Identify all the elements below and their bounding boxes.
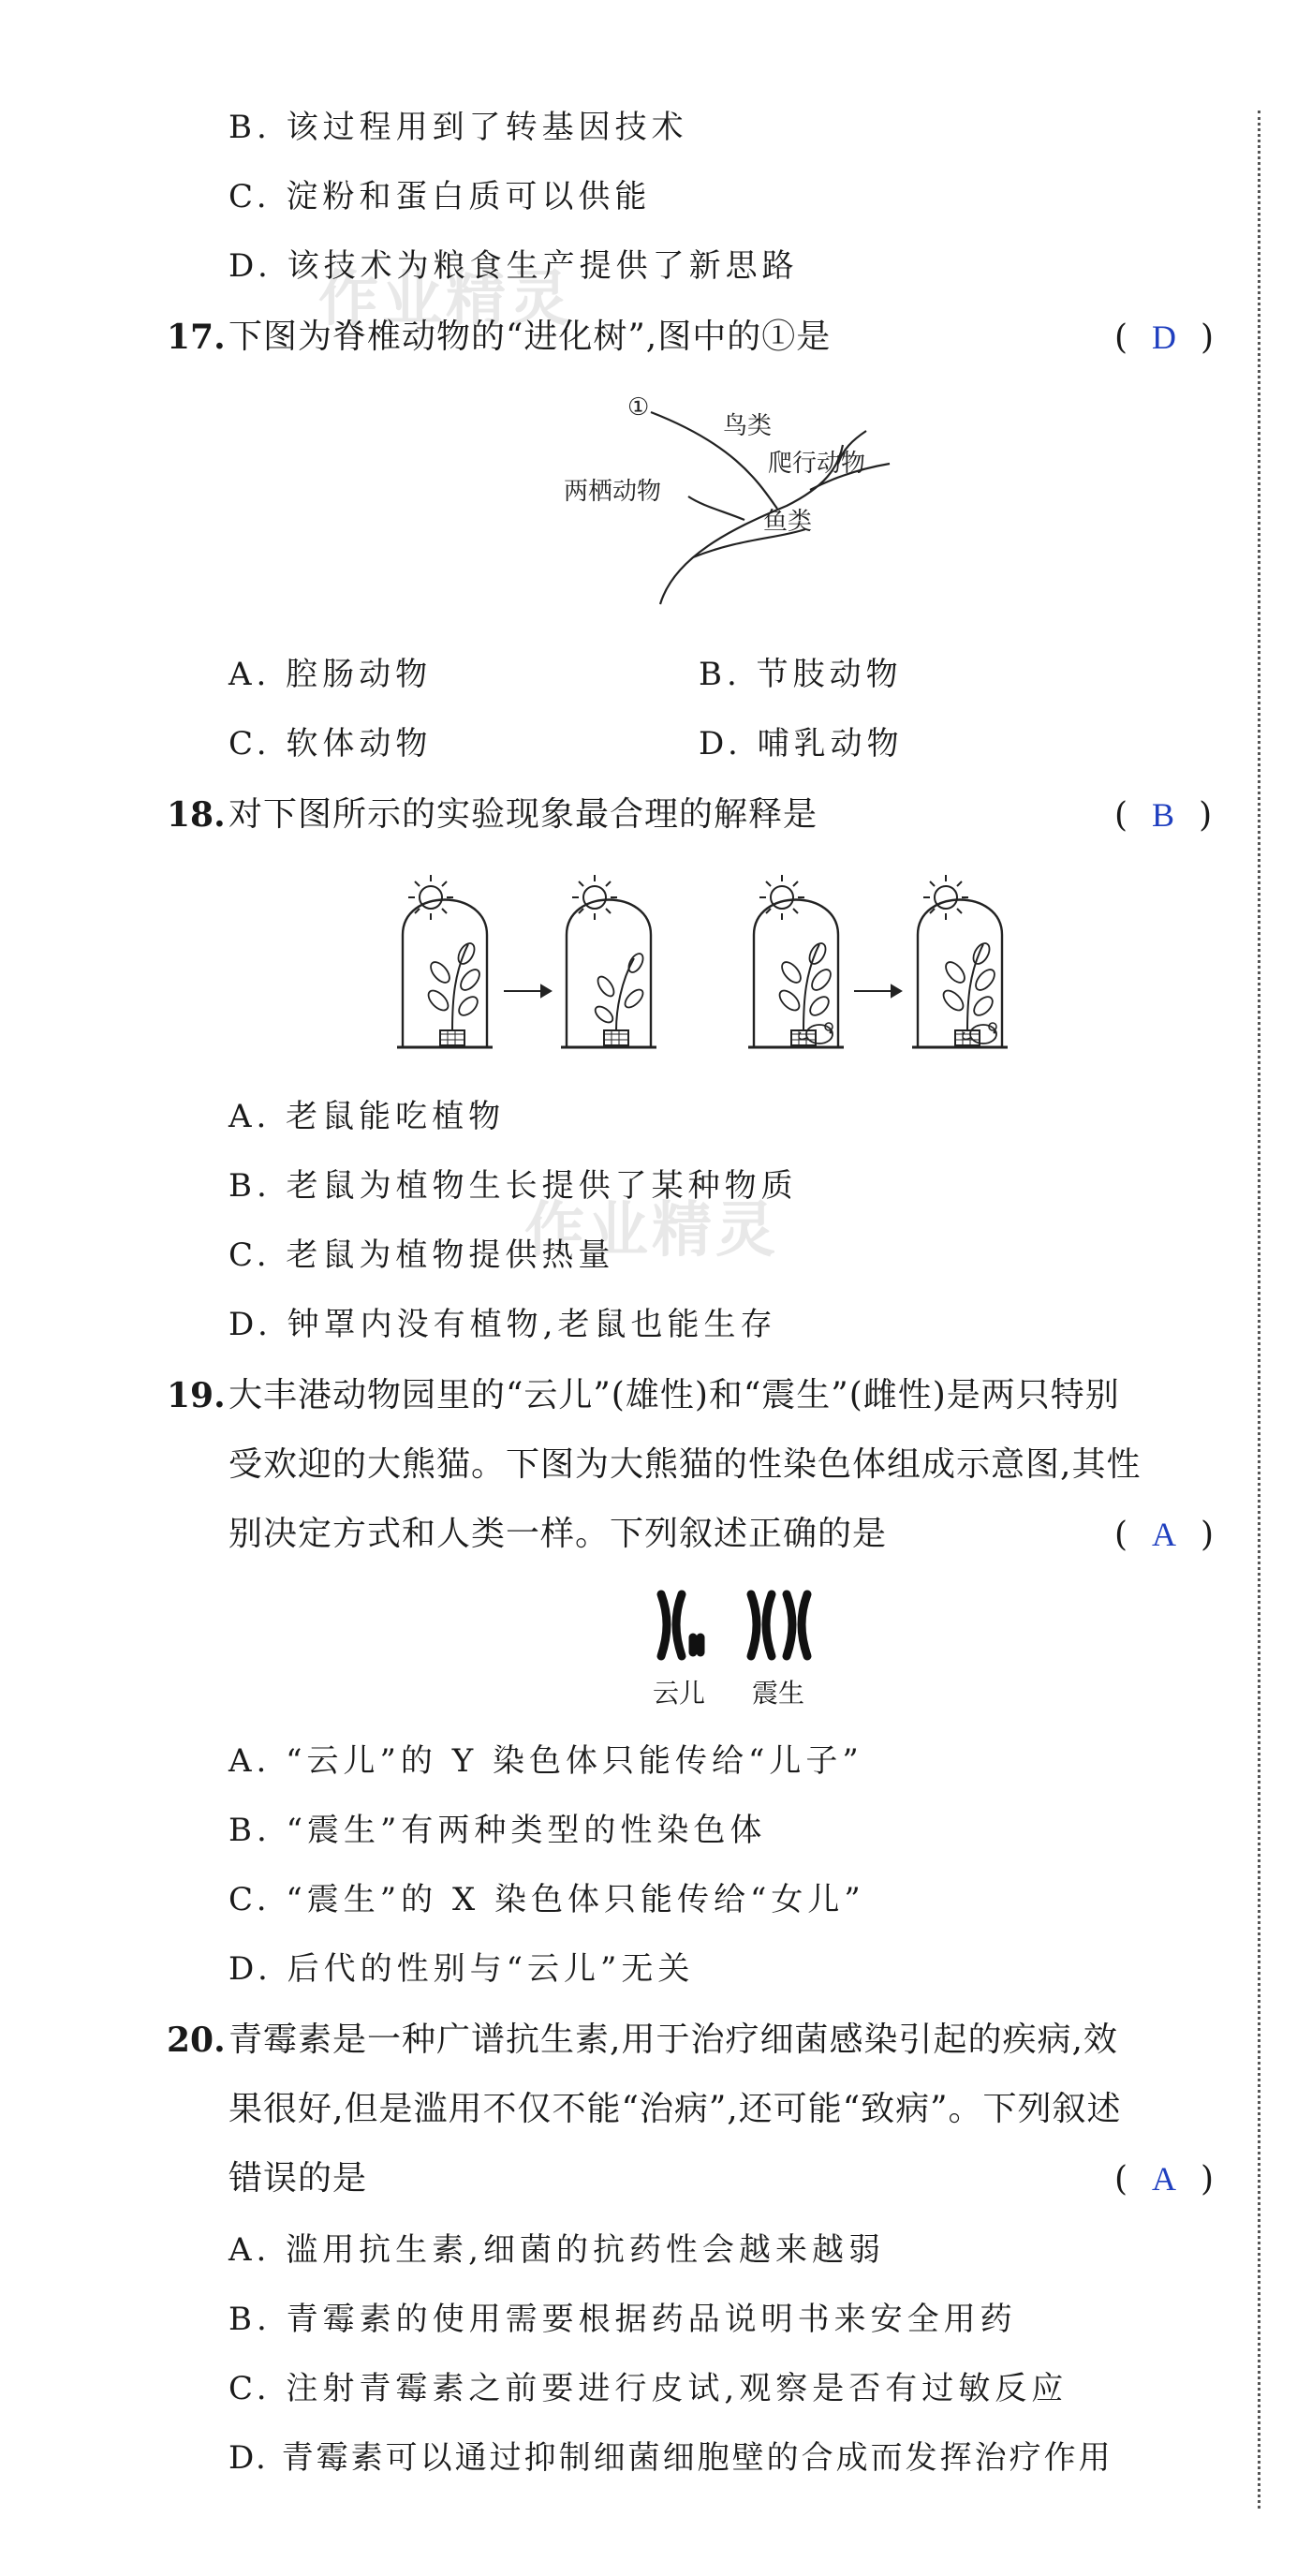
q17-number: 17. xyxy=(167,318,226,357)
q20-number: 20. xyxy=(167,2021,226,2060)
q19-number: 19. xyxy=(167,1376,226,1415)
q17-option-b: B. 节肢动物 xyxy=(699,656,903,693)
q20-option-a: A. 滥用抗生素,细菌的抗药性会越来越弱 xyxy=(228,2231,885,2269)
q17-stem: 下图为脊椎动物的“进化树”,图中的①是 xyxy=(228,318,832,356)
tree-label-circle: ① xyxy=(627,393,650,422)
q20-stem-line-2: 果很好,但是滥用不仅不能“治病”,还可能“致病”。下列叙述 xyxy=(228,2090,1122,2128)
tree-label-reptile: 爬行动物 xyxy=(768,450,866,478)
q19-answer: ( A ) xyxy=(1114,1516,1215,1554)
q17-answer-letter: D xyxy=(1152,318,1177,356)
q16-option-c: C. 淀粉和蛋白质可以供能 xyxy=(228,178,652,215)
q16-option-d: D. 该技术为粮食生产提供了新思路 xyxy=(228,247,799,285)
branch-amphibian xyxy=(688,496,744,520)
q18-answer-letter: B xyxy=(1152,796,1175,834)
q20-option-b: B. 青霉素的使用需要根据药品说明书来安全用药 xyxy=(228,2301,1017,2338)
q18-stem: 对下图所示的实验现象最合理的解释是 xyxy=(228,795,818,834)
tree-label-amphibian: 两栖动物 xyxy=(564,478,662,506)
tree-label-fish: 鱼类 xyxy=(763,508,813,536)
arrow-2 xyxy=(854,985,901,997)
q18-number: 18. xyxy=(167,795,226,835)
q19-stem-line-1: 大丰港动物园里的“云儿”(雄性)和“震生”(雌性)是两只特别 xyxy=(228,1376,1120,1414)
q20-answer: ( A ) xyxy=(1114,2160,1215,2198)
q19-option-b: B. “震生”有两种类型的性染色体 xyxy=(228,1812,767,1849)
chromosome-caption-female: 震生 xyxy=(752,1678,805,1709)
watermark: 作业精灵 xyxy=(318,265,573,334)
q16-option-b: B. 该过程用到了转基因技术 xyxy=(228,109,688,146)
q17-option-c: C. 软体动物 xyxy=(228,725,433,762)
cut-line xyxy=(1258,111,1260,2509)
chromosome-figure xyxy=(656,1589,824,1662)
jar-1 xyxy=(397,875,493,1047)
q20-stem-line-1: 青霉素是一种广谱抗生素,用于治疗细菌感染引起的疾病,效 xyxy=(228,2021,1118,2059)
q20-option-c: C. 注射青霉素之前要进行皮试,观察是否有过敏反应 xyxy=(228,2370,1069,2407)
q19-option-c: C. “震生”的 X 染色体只能传给“女儿” xyxy=(228,1881,865,1918)
q20-stem-line-3: 错误的是 xyxy=(228,2159,368,2198)
q18-option-b: B. 老鼠为植物生长提供了某种物质 xyxy=(228,1167,798,1205)
q19-option-a: A. “云儿”的 Y 染色体只能传给“儿子” xyxy=(228,1742,863,1780)
q17-answer: ( D ) xyxy=(1114,318,1215,357)
q18-option-a: A. 老鼠能吃植物 xyxy=(228,1098,506,1135)
bell-jar-experiment-figure xyxy=(356,869,1105,1057)
q18-option-d: D. 钟罩内没有植物,老鼠也能生存 xyxy=(228,1306,777,1343)
q19-option-d: D. 后代的性别与“云儿”无关 xyxy=(228,1950,695,1988)
evolution-tree-figure xyxy=(553,389,946,614)
q19-stem-line-3: 别决定方式和人类一样。下列叙述正确的是 xyxy=(228,1515,888,1553)
jar-2 xyxy=(561,875,656,1047)
q20-answer-letter: A xyxy=(1152,2160,1177,2198)
q20-option-d: D. 青霉素可以通过抑制细菌细胞壁的合成而发挥治疗作用 xyxy=(228,2439,1113,2477)
jar-3 xyxy=(748,875,844,1047)
q17-option-d: D. 哺乳动物 xyxy=(699,725,904,762)
q18-option-c: C. 老鼠为植物提供热量 xyxy=(228,1236,615,1274)
q18-answer: ( B ) xyxy=(1114,796,1213,835)
chromosome-caption-male: 云儿 xyxy=(653,1678,706,1709)
jar-4 xyxy=(912,875,1008,1047)
watermark: 作业精灵 xyxy=(524,1196,779,1266)
arrow-1 xyxy=(504,985,551,997)
q17-option-a: A. 腔肠动物 xyxy=(228,656,433,693)
tree-label-bird: 鸟类 xyxy=(723,412,773,440)
q19-stem-line-2: 受欢迎的大熊猫。下图为大熊猫的性染色体组成示意图,其性 xyxy=(228,1445,1142,1484)
q19-answer-letter: A xyxy=(1152,1516,1177,1553)
